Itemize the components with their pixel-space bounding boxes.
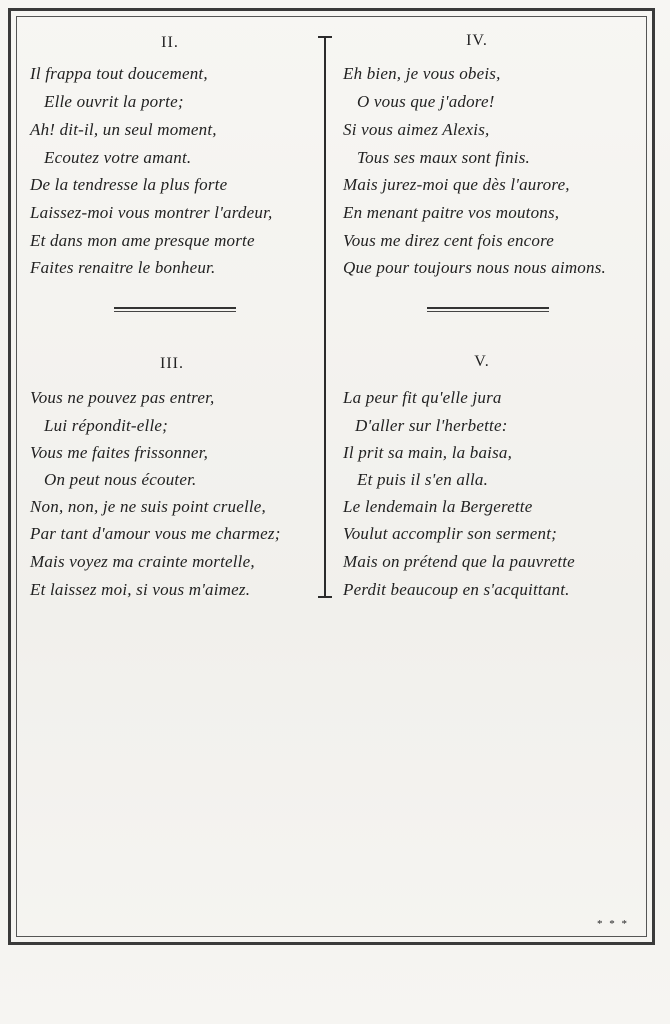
verse-line: Eh bien, je vous obeis, — [343, 64, 501, 83]
verse-line: Et puis il s'en alla. — [357, 470, 489, 489]
verse-line: O vous que j'adore! — [357, 92, 495, 111]
verse-line: Par tant d'amour vous me charmez; — [30, 524, 281, 543]
verse-line: Non, non, je ne suis point cruelle, — [30, 497, 267, 516]
verse-line: Il prit sa main, la baisa, — [343, 443, 513, 462]
verse-line: Vous me direz cent fois encore — [343, 231, 555, 250]
verse-line: Et dans mon ame presque morte — [30, 231, 255, 250]
verse-line: Mais jurez-moi que dès l'aurore, — [343, 175, 570, 194]
verse-line: Ecoutez votre amant. — [44, 148, 192, 167]
verse-line: Ah! dit-il, un seul moment, — [30, 120, 217, 139]
verse-line: Que pour toujours nous nous aimons. — [343, 258, 606, 277]
verse-line: Tous ses maux sont finis. — [357, 148, 530, 167]
stanza-numeral: IV. — [466, 32, 488, 49]
section-rule — [427, 307, 549, 312]
verse-line: Le lendemain la Bergerette — [343, 497, 533, 516]
section-rule — [114, 307, 236, 312]
verse-line: Vous me faites frissonner, — [30, 443, 209, 462]
stanza-numeral: III. — [160, 355, 184, 372]
verse-line: Et laissez moi, si vous m'aimez. — [30, 580, 251, 599]
stanza-numeral: II. — [161, 34, 179, 51]
verse-line: Si vous aimez Alexis, — [343, 120, 490, 139]
verse-line: Lui répondit-elle; — [44, 416, 168, 435]
verse-line: Voulut accomplir son serment; — [343, 524, 558, 543]
verse-line: Vous ne pouvez pas entrer, — [30, 388, 215, 407]
stanza-numeral: V. — [474, 353, 490, 370]
verse-line: Faites renaitre le bonheur. — [30, 258, 216, 277]
verse-line: Laissez-moi vous montrer l'ardeur, — [30, 203, 273, 222]
verse-line: Elle ouvrit la porte; — [44, 92, 184, 111]
verse-line: De la tendresse la plus forte — [30, 175, 228, 194]
verse-line: En menant paitre vos moutons, — [343, 203, 560, 222]
catchword: * * * — [597, 918, 629, 930]
column-divider — [322, 36, 328, 598]
verse-line: Mais on prétend que la pauvrette — [343, 552, 575, 571]
verse-line: La peur fit qu'elle jura — [343, 388, 502, 407]
verse-line: On peut nous écouter. — [44, 470, 197, 489]
verse-line: Mais voyez ma crainte mortelle, — [30, 552, 255, 571]
verse-line: Perdit beaucoup en s'acquittant. — [343, 580, 570, 599]
verse-line: D'aller sur l'herbette: — [355, 416, 508, 435]
verse-line: Il frappa tout doucement, — [30, 64, 208, 83]
